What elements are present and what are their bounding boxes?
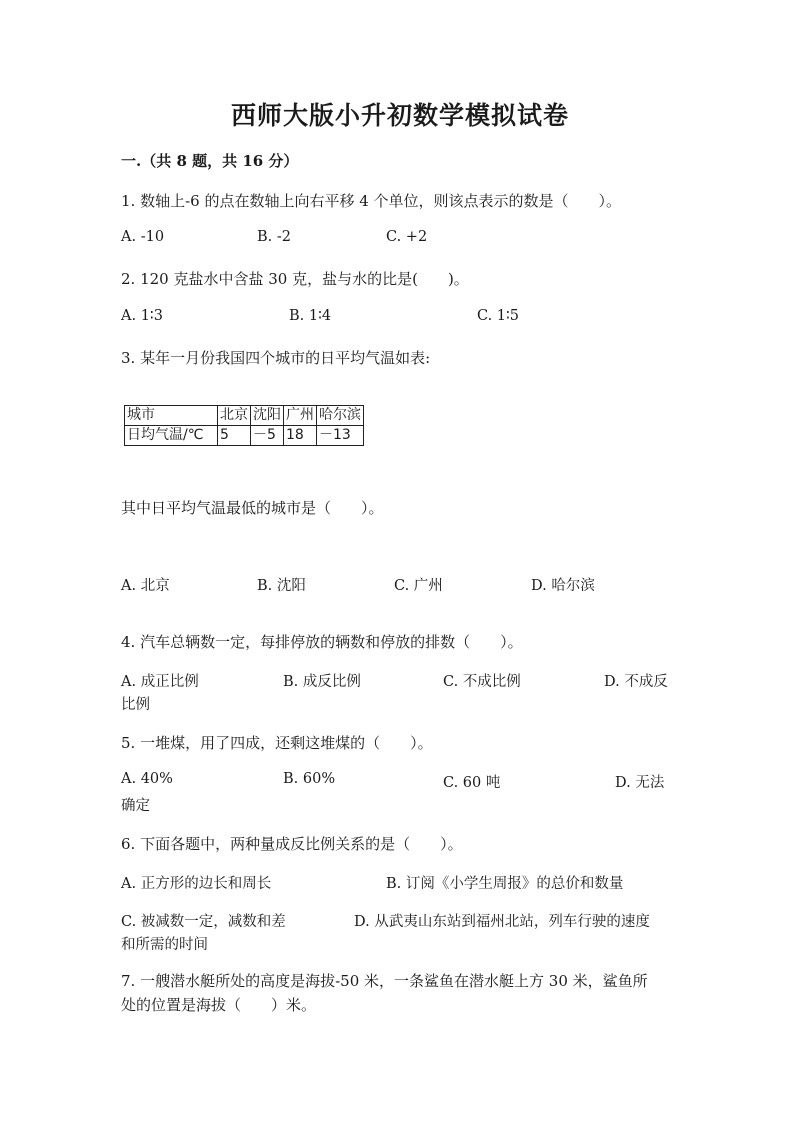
question-3-option-b: B. 沈阳 (257, 578, 306, 594)
table-cell: 沈阳 (251, 406, 284, 426)
question-3-stem: 3. 某年一月份我国四个城市的日平均气温如表: (121, 349, 431, 367)
question-2-stem: 2. 120 克盐水中含盐 30 克，盐与水的比是( )。 (121, 270, 469, 288)
question-6-option-b: B. 订阅《小学生周报》的总价和数量 (386, 876, 624, 892)
question-1-option-c: C. +2 (386, 229, 428, 245)
question-3-option-c: C. 广州 (394, 578, 443, 594)
question-2-option-b: B. 1∶4 (289, 308, 332, 324)
table-cell: 18 (284, 426, 317, 446)
question-2-option-c: C. 1∶5 (477, 308, 520, 324)
table-cell: 哈尔滨 (317, 406, 364, 426)
table-cell: 北京 (218, 406, 251, 426)
question-4-option-c: C. 不成比例 (443, 674, 521, 690)
question-5-option-c: C. 60 吨 (443, 775, 501, 791)
question-5-option-d: D. 无法 (615, 775, 665, 791)
question-1-option-a: A. -10 (121, 229, 165, 245)
question-5-option-wrap: 确定 (121, 798, 150, 814)
temperature-table (124, 405, 364, 446)
question-4-option-b: B. 成反比例 (283, 674, 361, 690)
question-1-stem: 1. 数轴上-6 的点在数轴上向右平移 4 个单位，则该点表示的数是（ ）。 (121, 192, 622, 210)
question-3-option-a: A. 北京 (121, 578, 170, 594)
table-header-row (125, 406, 364, 426)
question-5-stem: 5. 一堆煤，用了四成，还剩这堆煤的（ ）。 (121, 734, 433, 752)
question-6-stem: 6. 下面各题中，两种量成反比例关系的是（ ）。 (121, 835, 463, 853)
table-cell: 日均气温/℃ (125, 426, 218, 446)
exam-title: 西师大版小升初数学模拟试卷 (230, 101, 569, 130)
question-7-stem-line-2: 处的位置是海拔（ ）米。 (121, 996, 317, 1014)
question-1-option-b: B. -2 (257, 229, 291, 245)
question-4-stem: 4. 汽车总辆数一定，每排停放的辆数和停放的排数（ ）。 (121, 633, 523, 651)
question-3-stem-2: 其中日平均气温最低的城市是（ ）。 (121, 499, 384, 517)
question-5-option-b: B. 60% (283, 771, 336, 787)
question-2-option-a: A. 1∶3 (121, 308, 163, 324)
question-3-option-d: D. 哈尔滨 (531, 578, 595, 594)
question-6-option-wrap: 和所需的时间 (121, 937, 208, 953)
question-6-option-d: D. 从武夷山东站到福州北站，列车行驶的速度 (354, 914, 650, 930)
table-cell: 广州 (284, 406, 317, 426)
question-4-option-a: A. 成正比例 (121, 674, 199, 690)
table-cell: －13 (317, 426, 364, 446)
table-cell: 城市 (125, 406, 218, 426)
table-row (125, 426, 364, 446)
table-cell: 5 (218, 426, 251, 446)
section-heading: 一.（共 8 题，共 16 分） (121, 152, 299, 170)
question-7-stem: 7. 一艘潜水艇所处的高度是海拔-50 米，一条鲨鱼在潜水艇上方 30 米，鲨鱼所 (121, 972, 648, 990)
question-6-option-c: C. 被减数一定，减数和差 (121, 914, 286, 930)
question-5-option-a: A. 40% (121, 771, 173, 787)
table-cell: －5 (251, 426, 284, 446)
question-4-option-d: D. 不成反 (604, 674, 668, 690)
question-4-option-wrap: 比例 (121, 697, 150, 713)
question-6-option-a: A. 正方形的边长和周长 (121, 876, 272, 892)
